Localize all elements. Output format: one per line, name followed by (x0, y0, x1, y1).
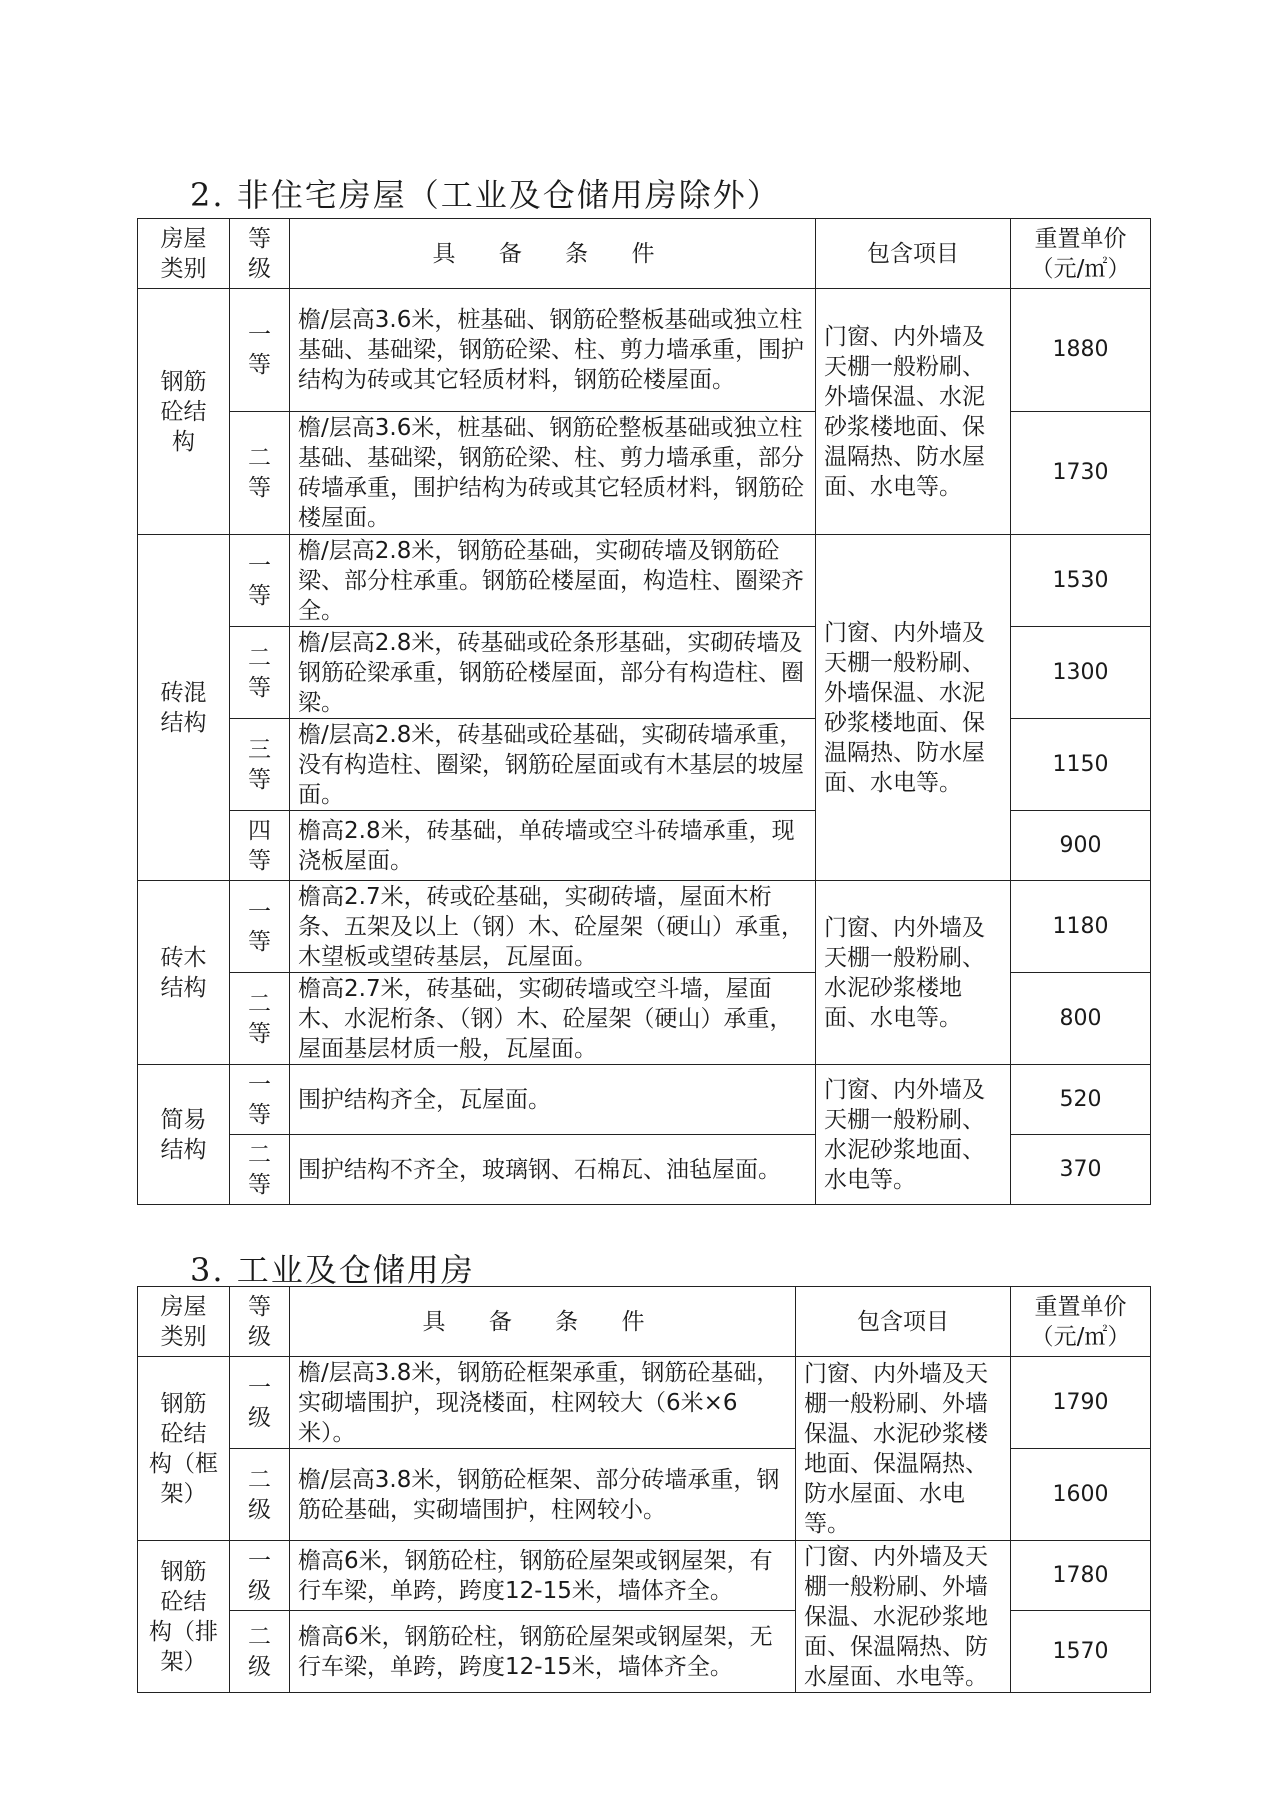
table-row (138, 1065, 1151, 1135)
price-cell: 370 (1011, 1135, 1151, 1205)
category-cell: 砖混 结构 (138, 535, 230, 881)
grade-cell: 三 等 (230, 719, 290, 811)
price-cell: 1570 (1011, 1611, 1151, 1693)
conditions-cell: 檐/层高3.6米，桩基础、钢筋砼整板基础或独立柱基础、基础梁，钢筋砼梁、柱、剪力墙承重，部分砖墙承重，围护结构为砖或其它轻质材料，钢筋砼楼屋面。 (290, 412, 816, 535)
price-cell: 1600 (1011, 1449, 1151, 1541)
section3-title: 3. 工业及仓储用房 (190, 1251, 475, 1289)
conditions-cell: 檐/层高3.6米，桩基础、钢筋砼整板基础或独立柱基础、基础梁，钢筋砼梁、柱、剪力墙承重，围护结构为砖或其它轻质材料，钢筋砼楼屋面。 (290, 289, 816, 412)
price-cell: 1880 (1011, 289, 1151, 412)
includes-cell: 门窗、内外墙及天 棚一般粉刷、外墙 保温、水泥砂浆地 面、保温隔热、防 水屋面、水电等。 (796, 1541, 1011, 1693)
conditions-cell: 檐/层高2.8米，钢筋砼基础，实砌砖墙及钢筋砼梁、部分柱承重。钢筋砼楼屋面，构造柱、圈梁齐全。 (290, 535, 816, 627)
header-price: 重置单价 （元/㎡） (1011, 1287, 1151, 1357)
price-cell: 1300 (1011, 627, 1151, 719)
grade-cell: 二 级 (230, 1611, 290, 1693)
price-cell: 1790 (1011, 1357, 1151, 1449)
grade-cell: 一 级 (230, 1357, 290, 1449)
price-cell: 900 (1011, 811, 1151, 881)
price-cell: 1780 (1011, 1541, 1151, 1611)
price-cell: 1150 (1011, 719, 1151, 811)
header-includes: 包含项目 (816, 219, 1011, 289)
includes-cell: 门窗、内外墙及天 棚一般粉刷、外墙 保温、水泥砂浆楼 地面、保温隔热、 防水屋面、水电 等。 (796, 1357, 1011, 1541)
grade-cell: 二 等 (230, 973, 290, 1065)
includes-cell: 门窗、内外墙及 天棚一般粉刷、 水泥砂浆地面、 水电等。 (816, 1065, 1011, 1205)
grade-cell: 二 等 (230, 412, 290, 535)
includes-cell: 门窗、内外墙及 天棚一般粉刷、 外墙保温、水泥 砂浆楼地面、保 温隔热、防水屋 面、水电等。 (816, 535, 1011, 881)
conditions-cell: 檐/层高2.8米，砖基础或砼基础，实砌砖墙承重，没有构造柱、圈梁，钢筋砼屋面或有木基层的坡屋面。 (290, 719, 816, 811)
grade-cell: 一 级 (230, 1541, 290, 1611)
conditions-cell: 檐高6米，钢筋砼柱，钢筋砼屋架或钢屋架，有行车梁，单跨，跨度12-15米，墙体齐全。 (290, 1541, 796, 1611)
header-conditions (290, 219, 816, 289)
category-cell: 钢筋 砼结 构 (138, 289, 230, 535)
conditions-cell: 檐/层高2.8米，砖基础或砼条形基础，实砌砖墙及钢筋砼梁承重，钢筋砼楼屋面，部分有构造柱、圈梁。 (290, 627, 816, 719)
conditions-cell: 檐高2.7米，砖或砼基础，实砌砖墙，屋面木桁条、五架及以上（钢）木、砼屋架（硬山）承重，木望板或望砖基层，瓦屋面。 (290, 881, 816, 973)
header-category: 房屋 类别 (138, 219, 230, 289)
table-row (138, 881, 1151, 973)
includes-cell: 门窗、内外墙及 天棚一般粉刷、 水泥砂浆楼地 面、水电等。 (816, 881, 1011, 1065)
header-conditions-label: 具 备 条 件 (422, 1308, 663, 1335)
conditions-cell: 围护结构齐全，瓦屋面。 (290, 1065, 816, 1135)
header-conditions (290, 1287, 796, 1357)
price-cell: 520 (1011, 1065, 1151, 1135)
category-cell: 钢筋 砼结 构（排 架） (138, 1541, 230, 1693)
conditions-cell: 檐/层高3.8米，钢筋砼框架承重，钢筋砼基础，实砌墙围护，现浇楼面，柱网较大（6米×6米）。 (290, 1357, 796, 1449)
section2-title: 2. 非住宅房屋（工业及仓储用房除外） (190, 176, 781, 214)
table-header-row (138, 1287, 1151, 1357)
price-cell: 1730 (1011, 412, 1151, 535)
grade-cell: 一 等 (230, 1065, 290, 1135)
section3-table (137, 1286, 1151, 1693)
category-cell: 砖木 结构 (138, 881, 230, 1065)
grade-cell: 二 等 (230, 627, 290, 719)
section2-table (137, 218, 1151, 1205)
conditions-cell: 檐高6米，钢筋砼柱，钢筋砼屋架或钢屋架，无行车梁，单跨，跨度12-15米，墙体齐全。 (290, 1611, 796, 1693)
grade-cell: 一 等 (230, 535, 290, 627)
conditions-cell: 檐/层高3.8米，钢筋砼框架、部分砖墙承重，钢筋砼基础，实砌墙围护，柱网较小。 (290, 1449, 796, 1541)
table-row (138, 289, 1151, 412)
conditions-cell: 围护结构不齐全，玻璃钢、石棉瓦、油毡屋面。 (290, 1135, 816, 1205)
price-cell: 800 (1011, 973, 1151, 1065)
price-cell: 1530 (1011, 535, 1151, 627)
includes-cell: 门窗、内外墙及 天棚一般粉刷、 外墙保温、水泥 砂浆楼地面、保 温隔热、防水屋 面、水电等。 (816, 289, 1011, 535)
table-row (138, 1357, 1151, 1449)
header-grade: 等 级 (230, 219, 290, 289)
grade-cell: 四 等 (230, 811, 290, 881)
grade-cell: 二 等 (230, 1135, 290, 1205)
price-cell: 1180 (1011, 881, 1151, 973)
conditions-cell: 檐高2.8米，砖基础，单砖墙或空斗砖墙承重，现浇板屋面。 (290, 811, 816, 881)
table-row (138, 535, 1151, 627)
table-row (138, 1541, 1151, 1611)
header-conditions-label: 具 备 条 件 (432, 240, 673, 267)
header-category: 房屋 类别 (138, 1287, 230, 1357)
category-cell: 简易 结构 (138, 1065, 230, 1205)
grade-cell: 二 级 (230, 1449, 290, 1541)
table-header-row (138, 219, 1151, 289)
header-includes: 包含项目 (796, 1287, 1011, 1357)
category-cell: 钢筋 砼结 构（框 架） (138, 1357, 230, 1541)
conditions-cell: 檐高2.7米，砖基础，实砌砖墙或空斗墙，屋面木、水泥桁条、（钢）木、砼屋架（硬山）承重，屋面基层材质一般，瓦屋面。 (290, 973, 816, 1065)
header-grade: 等 级 (230, 1287, 290, 1357)
header-price: 重置单价 （元/㎡） (1011, 219, 1151, 289)
grade-cell: 一 等 (230, 289, 290, 412)
grade-cell: 一 等 (230, 881, 290, 973)
